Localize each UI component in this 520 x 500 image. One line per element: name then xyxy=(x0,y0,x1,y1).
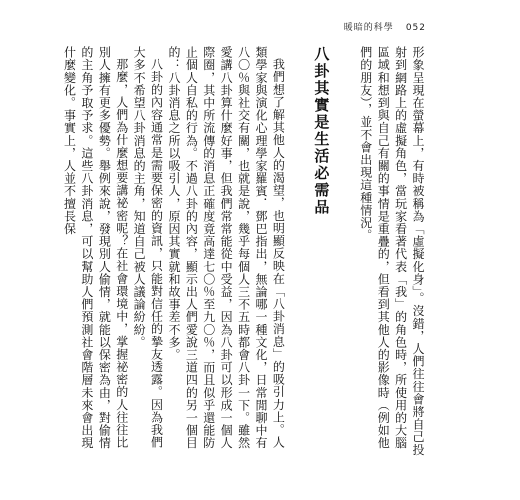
paragraph-intro-continuation: 形象呈現在螢幕上，有時被稱為「虛擬化身」。沒錯，人們往往會將自己投射到網路上的虛擬角色，當玩家看著代表「我」的角色時，所使用的大腦區域和想到與自己有關的事情是重疊的，但看到其他人的影像時（例如他們的朋友），並不會出現這種情況。 xyxy=(358,46,425,456)
paragraph-gossip-secrecy: 八卦的內容通常是需要保密的資訊，只能對信任的摯友透露。因為我們大多不希望八卦消息的主角，知道自己被人議論紛紛。 xyxy=(132,46,164,449)
paragraph-why-tell-secrets: 那麼，人們為什麼想要講祕密呢？在社會環境中，掌握祕密的人往往比別人擁有更多優勢。舉例來說，發現別人偷情，就能以保密為由，對偷情的主角予取予求。這些八卦消息，可以幫助人們預測社會階層未來會出現什麼變化。事實上，人並不擅長保 xyxy=(62,46,129,450)
book-title: 暖暗的科學 xyxy=(343,23,394,33)
paragraph-gossip-appeal: 我們想了解其他人的渴望，也明顯反映在「八卦消息」的吸引力上。人類學家與演化心理學家羅賓．鄧巴指出，無論哪一種文化，日常閒聊中有八〇％與社交有關，也就是說，幾乎每個人三不五時都會八卦一下。雖然愛講八卦算什麼好事，但我們常常能從中受益，因為八卦可以形成一個人際圈，其中所流傳的消息正確度竟高達七〇％至九〇％，而且似乎還能防止個人自私的行為。不過八卦的內容，顯示出人們愛說三道四的另一個目的：八卦消息之所以吸引人，原因其實就和故事差不多。 xyxy=(166,46,286,450)
page-number: 052 xyxy=(405,23,426,33)
heading-spacer-after xyxy=(286,46,292,456)
running-head xyxy=(344,20,426,33)
vertical-text-block xyxy=(60,46,426,456)
section-heading: 八卦其實是生活必需品 xyxy=(312,46,331,216)
